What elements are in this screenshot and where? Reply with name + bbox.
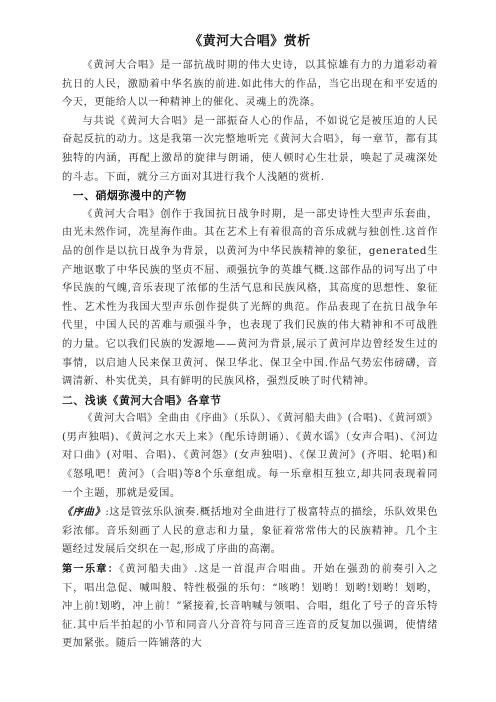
section-1-heading: 一、硝烟弥漫中的产物 — [72, 189, 187, 203]
section-2-heading: 二、浅谈《黄河大合唱》各章节 — [62, 393, 222, 407]
intro-paragraph-2: 与共说《黄河大合唱》是一部振奋人心的作品，不如说它是被压迫的人民奋起反抗的动力。这是我第一次完整地听完《黄河大合唱》，每一章节，都有其独特的内涵，再配上激昂的旋律与朗诵，使人顿时心生壮景，唤起了灵魂深处的斗志。下面，就分三方面对其进行我个人浅陋的赏析. — [62, 115, 438, 183]
prelude-label: 《序曲》 — [62, 506, 106, 519]
section-2-paragraph: 《黄河大合唱》全曲由《序曲》（乐队）、《黄河船夫曲》(合唱)、《黄河颂》(男声独唱)、《黄河之水天上来》（配乐诗朗诵）、《黄水谣》（女声合唱)、《河边对口曲》(对唱、合唱)、《黄河怨》(女声独唱)、《保卫黄河》(齐唱、轮唱)和《怒吼吧！黄河》（合唱)等8个乐章组成。每一乐章相互独立,却共同表现着同一个主题，那就是爱国。 — [62, 413, 438, 499]
chapter-1-text: 《黄河船夫曲》.这是一首混声合唱曲。开始在强劲的前奏引入之下，唱出急促、喊叫般、特性极强的乐句：“咳哟！划哟！划哟!划哟！划哟，冲上前!划哟，冲上前！”紧接着,长音呐喊与领唱、合唱，组化了号子的音乐特征.其中后半拍起的小节和同音八分音符与同音三连音的反复加以强调，使情绪更加紧张。随后一阵铺落的大 — [62, 564, 439, 650]
prelude-text: :这是管弦乐队演奏.概括地对全曲进行了极富特点的描绘，乐队效果色彩浓郁。音乐刻画了人民的意志和力量，象征着常常伟大的民族精神。几个主题经过发展后交织在一起,形成了序曲的高潮。 — [62, 507, 438, 556]
chapter-1-paragraph — [62, 560, 438, 654]
prelude-paragraph — [62, 503, 438, 560]
document-title: 《黄河大合唱》赏析 — [189, 34, 311, 49]
intro-paragraph-1: 《黄河大合唱》是一部抗战时期的伟大史诗，以其惊雄有力的力道彩动着抗日的人民，激励着中华名族的前进.如此伟大的作品，当它出现在和平安适的今天，更能给人以一种精神上的催化、灵魂上的洗涤。 — [62, 60, 438, 109]
section-1-paragraph: 《黄河大合唱》创作于我国抗日战争时期，是一部史诗性大型声乐套曲，由光未然作词，冼星海作曲。其在艺术上有着很高的音乐成就与独创性.这首作品的创作是以抗日战争为背景，以黄河为中华民族精神的象征，generated生产地讴歌了中华民族的坚贞不屈、顽强抗争的英雄气概.这部作品的词写出了中华民族的气魄,音乐表现了浓郁的生活气息和民族风格，其高度的思想性、象征性、艺术性为我国大型声乐创作提供了光辉的典范。作品表现了在抗日战争年代里，中国人民的苦难与顽强斗争，也表现了我们民族的伟大精神和不可战胜的力量。它以我们民族的发源地——黄河为背景,展示了黄河岸边曾经发生过的事情，以启迪人民来保卫黄河、保卫华北、保卫全中国.作品气势宏伟磅礴，音调清新、朴实优美，具有鲜明的民族风格，强烈反映了时代精神。 — [62, 208, 438, 388]
chapter-1-label: 第一乐章： — [62, 563, 120, 576]
